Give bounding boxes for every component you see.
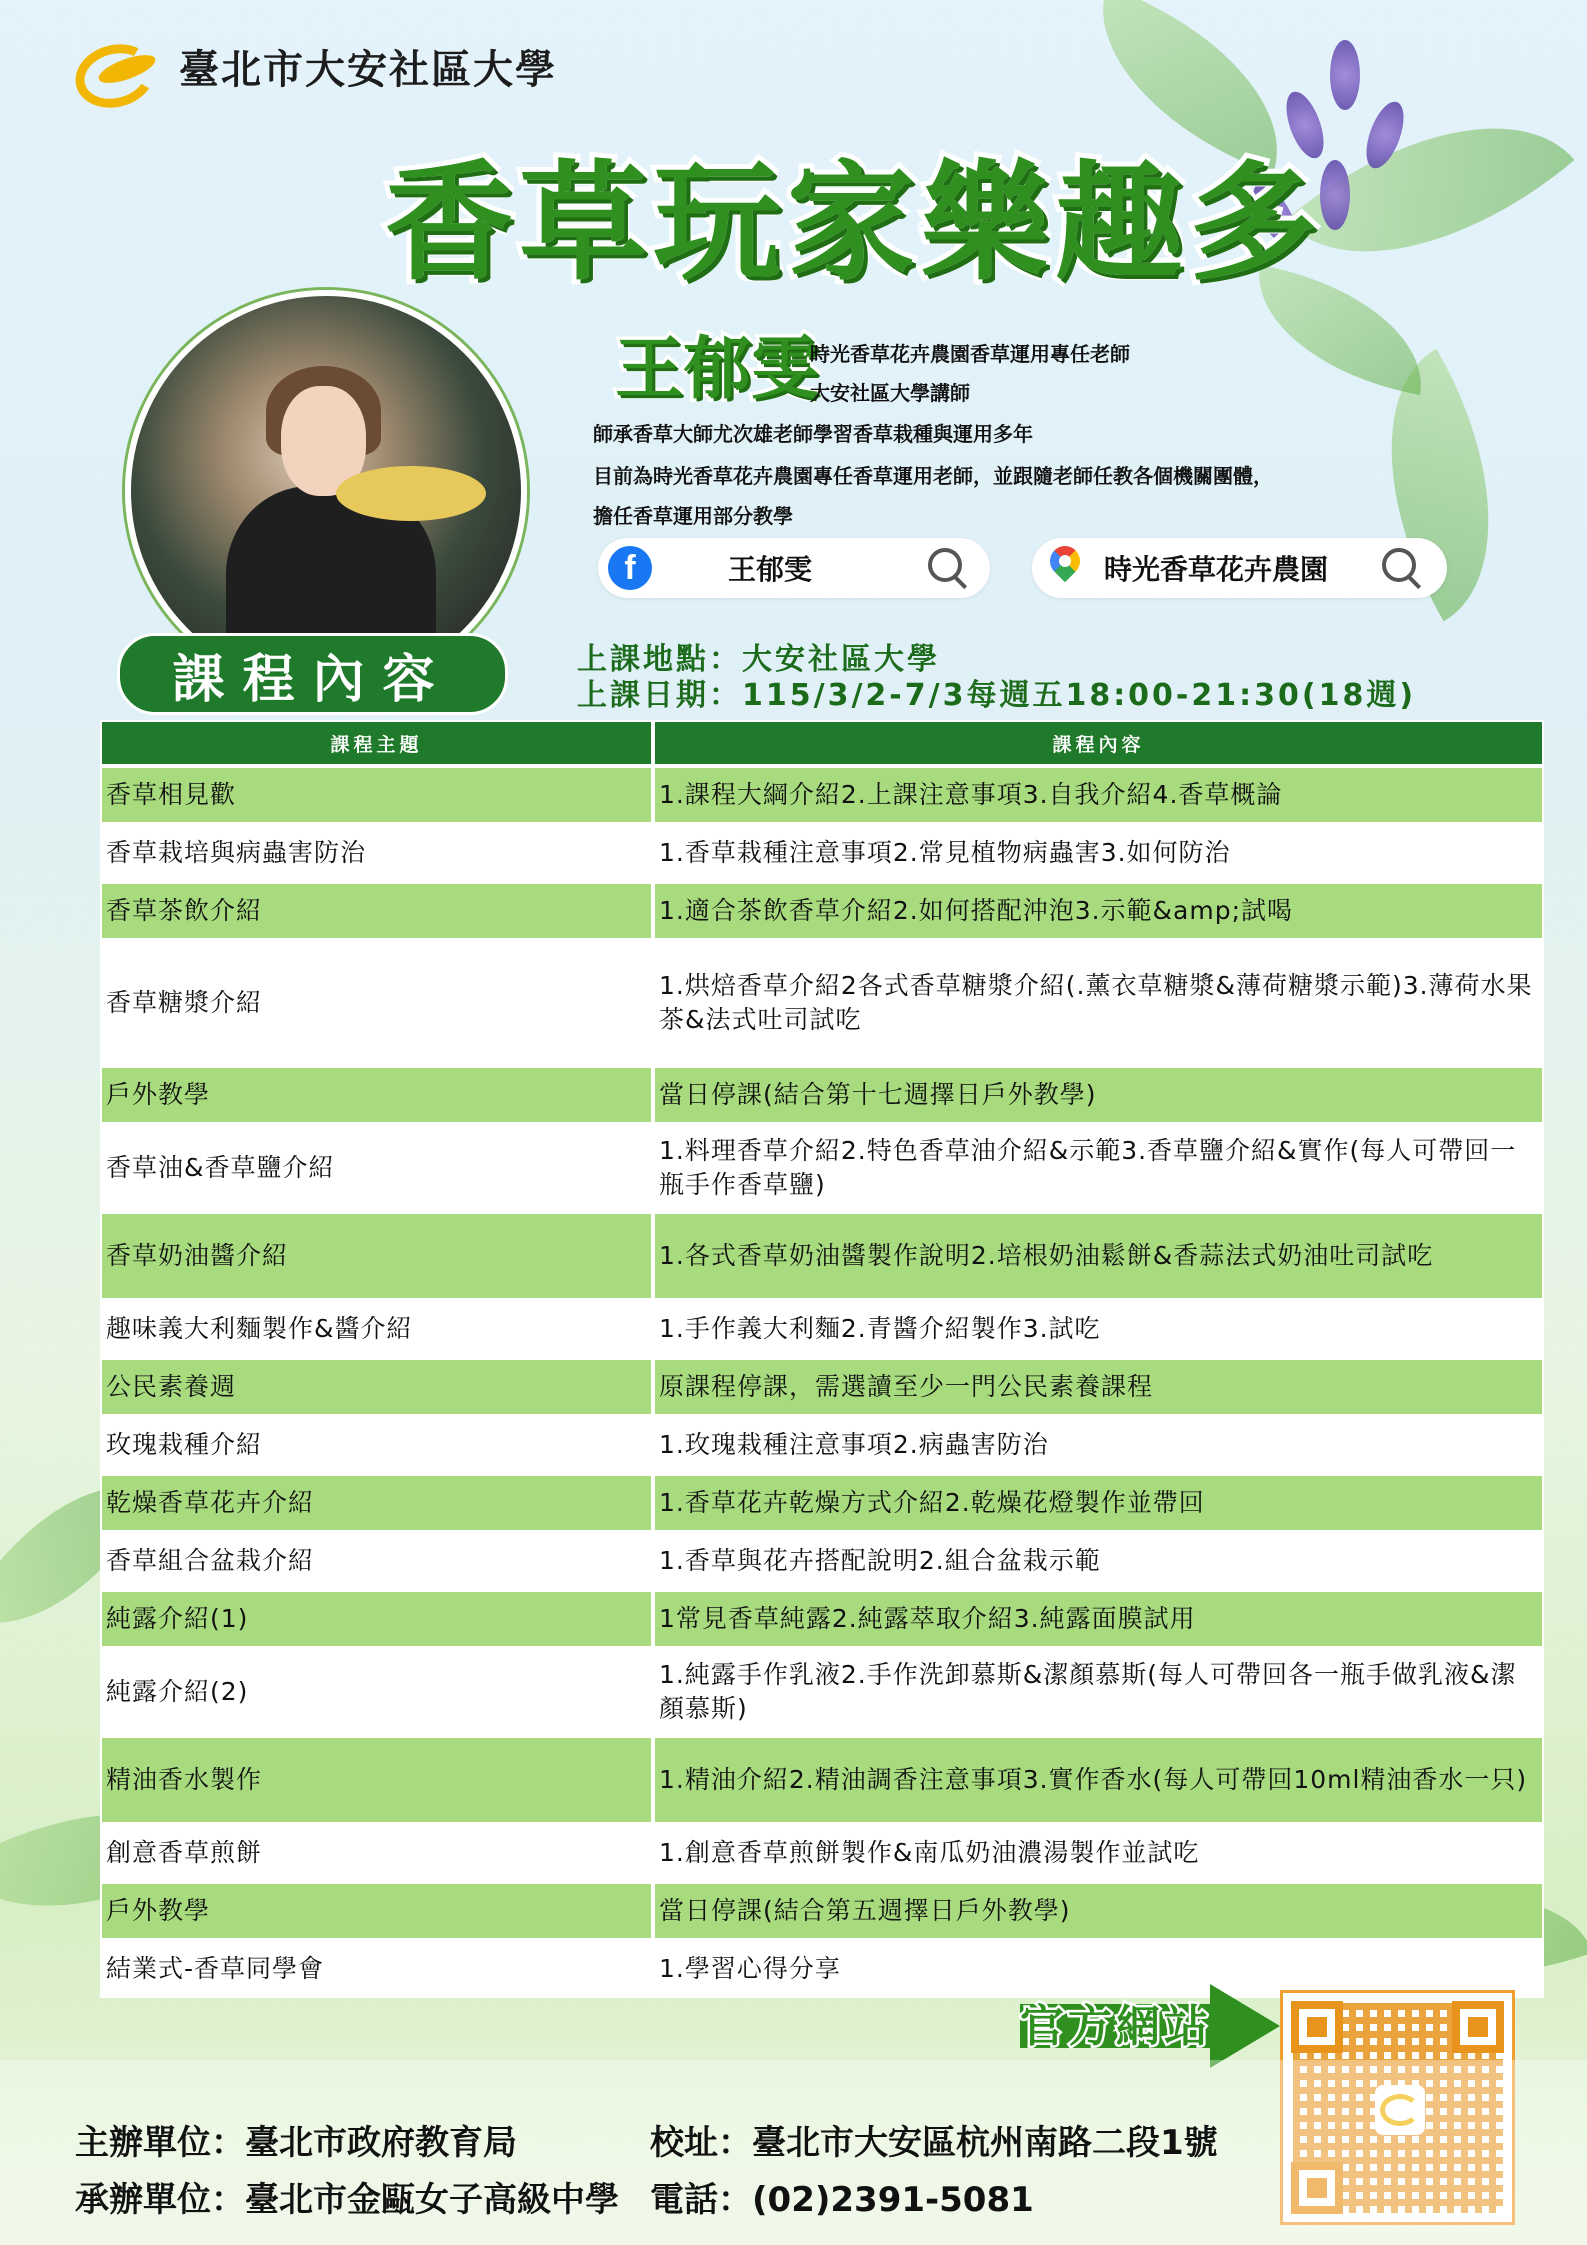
table-header-topic: 課程主題 [100,720,653,766]
course-topic-cell: 戶外教學 [100,1066,653,1124]
table-row [100,1474,1544,1532]
course-content-cell: 1.純露手作乳液2.手作洗卸慕斯&潔顏慕斯(每人可帶回各一瓶手做乳液&潔顏慕斯) [653,1648,1544,1736]
map-search-pill[interactable] [1032,538,1447,598]
facebook-search-pill[interactable] [598,538,990,598]
course-topic-cell: 玫瑰栽種介紹 [100,1416,653,1474]
course-topic-cell: 香草糖漿介紹 [100,940,653,1066]
course-topic-cell: 純露介紹(1) [100,1590,653,1648]
table-row [100,1416,1544,1474]
course-topic-cell: 香草茶飲介紹 [100,882,653,940]
course-topic-cell: 純露介紹(2) [100,1648,653,1736]
table-row [100,1124,1544,1212]
table-row [100,1882,1544,1940]
course-content-cell: 原課程停課，需選讀至少一門公民素養課程 [653,1358,1544,1416]
school-name: 臺北市大安社區大學 [179,47,557,93]
teacher-name: 王郁雯 [615,330,820,409]
course-date: 上課日期：115/3/2-7/3每週五18:00-21:30(18週) [577,678,1417,713]
table-header-row [100,720,1544,766]
course-content-cell: 1.烘焙香草介紹2各式香草糖漿介紹(.薰衣草糖漿&薄荷糖漿示範)3.薄荷水果茶&法式吐司試吃 [653,940,1544,1066]
organizer: 主辦單位：臺北市政府教育局 [75,2123,517,2163]
website-arrow-icon [1210,1984,1280,2068]
table-row [100,824,1544,882]
table-row [100,766,1544,824]
website-label: 官方網站 [1020,2001,1212,2052]
table-row [100,1648,1544,1736]
course-topic-cell: 創意香草煎餅 [100,1824,653,1882]
course-venue: 上課地點：大安社區大學 [577,642,940,677]
course-content-cell: 1.課程大綱介紹2.上課注意事項3.自我介紹4.香草概論 [653,766,1544,824]
search-icon[interactable] [1382,548,1416,582]
course-table [100,720,1544,1998]
course-topic-cell: 香草相見歡 [100,766,653,824]
course-topic-cell: 香草組合盆栽介紹 [100,1532,653,1590]
table-header-content: 課程內容 [653,720,1544,766]
map-pin-icon [1048,546,1082,590]
school-address: 校址：臺北市大安區杭州南路二段1號 [650,2123,1218,2163]
school-phone: 電話：(02)2391-5081 [650,2180,1034,2220]
table-row [100,1358,1544,1416]
lavender-decoration [1330,40,1360,110]
course-content-cell: 1.學習心得分享 [653,1940,1544,1998]
school-logo-icon [75,39,165,95]
course-topic-cell: 戶外教學 [100,1882,653,1940]
course-topic-cell: 香草奶油醬介紹 [100,1212,653,1300]
facebook-icon: f [608,546,652,590]
table-row [100,1212,1544,1300]
course-content-cell: 1.香草與花卉搭配說明2.組合盆栽示範 [653,1532,1544,1590]
school-logo-block [75,38,557,95]
course-content-cell: 1.料理香草介紹2.特色香草油介紹&示範3.香草鹽介紹&實作(每人可帶回一瓶手作香草鹽) [653,1124,1544,1212]
table-row [100,1532,1544,1590]
course-topic-cell: 結業式-香草同學會 [100,1940,653,1998]
teacher-photo [125,290,527,692]
course-topic-cell: 公民素養週 [100,1358,653,1416]
table-row [100,1300,1544,1358]
course-topic-cell: 趣味義大利麵製作&醬介紹 [100,1300,653,1358]
course-content-cell: 1.創意香草煎餅製作&南瓜奶油濃湯製作並試吃 [653,1824,1544,1882]
course-content-cell: 1.精油介紹2.精油調香注意事項3.實作香水(每人可帶回10ml精油香水一只) [653,1736,1544,1824]
table-row [100,1736,1544,1824]
course-content-cell: 當日停課(結合第五週擇日戶外教學) [653,1882,1544,1940]
facebook-label: 王郁雯 [728,553,813,586]
course-content-cell: 1.各式香草奶油醬製作說明2.培根奶油鬆餅&香蒜法式奶油吐司試吃 [653,1212,1544,1300]
course-topic-cell: 乾燥香草花卉介紹 [100,1474,653,1532]
course-content-cell: 1.玫瑰栽種注意事項2.病蟲害防治 [653,1416,1544,1474]
table-row [100,1066,1544,1124]
course-content-cell: 當日停課(結合第十七週擇日戶外教學) [653,1066,1544,1124]
course-section-title: 課程內容 [117,633,508,715]
teacher-title-1: 時光香草花卉農園香草運用專任老師 [810,342,1130,366]
teacher-title-2: 大安社區大學講師 [810,381,970,405]
course-content-cell: 1.適合茶飲香草介紹2.如何搭配沖泡3.示範&amp;試喝 [653,882,1544,940]
teacher-bio-line: 師承香草大師尤次雄老師學習香草栽種與運用多年 [593,422,1033,446]
course-content-cell: 1.手作義大利麵2.青醬介紹製作3.試吃 [653,1300,1544,1358]
table-row [100,1824,1544,1882]
course-content-cell: 1.香草栽種注意事項2.常見植物病蟲害3.如何防治 [653,824,1544,882]
table-row [100,882,1544,940]
table-row [100,1590,1544,1648]
lavender-decoration [1320,160,1350,230]
course-content-cell: 1.香草花卉乾燥方式介紹2.乾燥花燈製作並帶回 [653,1474,1544,1532]
course-topic-cell: 香草栽培與病蟲害防治 [100,824,653,882]
table-row [100,940,1544,1066]
search-icon[interactable] [928,548,962,582]
teacher-bio-line: 目前為時光香草花卉農園專任香草運用老師，並跟隨老師任教各個機關團體， [593,464,1273,488]
course-topic-cell: 香草油&香草鹽介紹 [100,1124,653,1212]
co-organizer: 承辦單位：臺北市金甌女子高級中學 [75,2180,619,2220]
main-title: 香草玩家樂趣多 [385,149,1324,298]
teacher-bio-line: 擔任香草運用部分教學 [593,504,793,528]
course-topic-cell: 精油香水製作 [100,1736,653,1824]
course-content-cell: 1常見香草純露2.純露萃取介紹3.純露面膜試用 [653,1590,1544,1648]
map-label: 時光香草花卉農園 [1104,553,1329,586]
